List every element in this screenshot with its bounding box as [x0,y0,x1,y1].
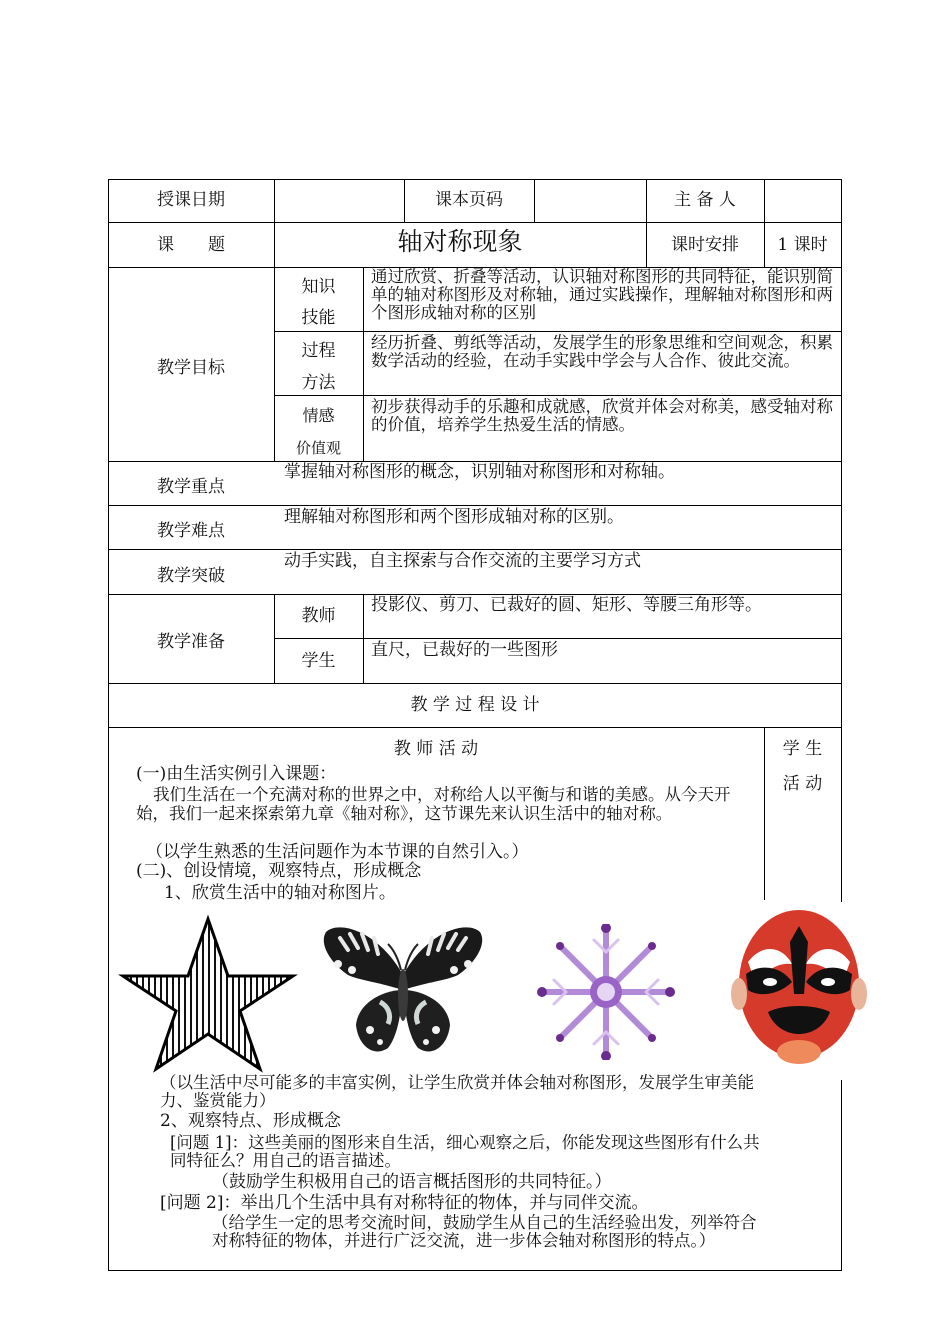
section1-note: （以学生熟悉的生活问题作为本节课的自然引入。） [146,842,529,862]
prep-student-label: 学生 [301,651,336,671]
preparation-label: 教学准备 [157,632,225,652]
step2-text: 2、观察特点、形成概念 [160,1111,341,1131]
student-activity-header-2: 活 动 [782,774,823,794]
lesson-title: 轴对称现象 [397,227,523,256]
goal-knowledge-text: 通过欣赏、折叠等活动，认识轴对称图形的共同特征，能识别简单的轴对称图形及对称轴，通过实践操作，理解轴对称图形和两个图形成轴对称的区别 [371,267,833,322]
goal-knowledge-label-1: 知识 [301,277,336,297]
striped-star-image [118,914,298,1074]
prep-teacher-label: 教师 [301,606,336,626]
key-point-text: 掌握轴对称图形的概念，识别轴对称图形和对称轴。 [284,462,675,482]
difficulty-text: 理解轴对称图形和两个图形成轴对称的区别。 [284,507,624,527]
question1-text: [问题 1]：这些美丽的图形来自生活，细心观察之后，你能发现这些图形有什么共同特征么？用自己的语言描述。 [170,1133,760,1170]
date-label: 授课日期 [157,190,225,210]
preparer-label: 主 备 人 [674,190,736,210]
breakthrough-text: 动手实践，自主探索与合作交流的主要学习方式 [284,551,641,571]
goal-emotion-label-1: 情感 [302,406,335,425]
section2-title: (二)、创设情境，观察特点，形成概念 [136,861,422,881]
page-label: 课本页码 [435,190,503,210]
student-activity-header-1: 学 生 [782,739,823,759]
goals-label: 教学目标 [157,358,225,378]
goal-process-label-1: 过程 [301,341,336,361]
teacher-activity-header: 教 师 活 动 [393,739,479,759]
goal-process-text: 经历折叠、剪纸等活动，发展学生的形象思维和空间观念，积累数学活动的经验，在动手实践中学会与人合作、彼此交流。 [371,333,833,370]
purple-snowflake-image [528,924,684,1060]
key-point-label: 教学重点 [157,477,225,497]
prep-student-text: 直尺，已裁好的一些图形 [371,640,558,660]
topic-label: 课 题 [157,235,225,255]
goal-process-label-2: 方法 [301,373,336,393]
opera-mask-image [728,902,870,1080]
prep-teacher-text: 投影仪、剪刀、已裁好的圆、矩形、等腰三角形等。 [371,595,762,615]
images-note: （以生活中尽可能多的丰富实例，让学生欣赏并体会轴对称图形，发展学生审美能力、鉴赏能力） [160,1073,754,1110]
question1-note: （鼓励学生积极用自己的语言概括图形的共同特征。） [212,1172,612,1192]
breakthrough-label: 教学突破 [157,566,225,586]
section1-title: (一)由生活实例引入课题： [136,764,337,784]
section1-text: 我们生活在一个充满对称的世界之中，对称给人以平衡与和谐的美感。从今天开始，我们一起来探索第九章《轴对称》，这节课先来认识生活中的轴对称。 [136,785,731,823]
difficulty-label: 教学难点 [157,521,225,541]
goal-emotion-text: 初步获得动手的乐趣和成就感，欣赏并体会对称美，感受轴对称的价值，培养学生热爱生活的情感。 [371,397,833,434]
schedule-value: 1 课时 [777,235,828,255]
goal-emotion-label-2: 价值观 [295,439,341,457]
question2-note: （给学生一定的思考交流时间，鼓励学生从自己的生活经验出发，列举符合对称特征的物体，并进行广泛交流，进一步体会轴对称图形的特点。） [212,1213,757,1250]
process-title: 教 学 过 程 设 计 [410,695,540,715]
step1-text: 1、欣赏生活中的轴对称图片。 [164,883,396,903]
goal-knowledge-label-2: 技能 [301,308,336,328]
question2-text: [问题 2]：举出几个生活中具有对称特征的物体，并与同伴交流。 [160,1193,649,1213]
schedule-label: 课时安排 [671,235,739,255]
butterfly-image [318,920,488,1062]
